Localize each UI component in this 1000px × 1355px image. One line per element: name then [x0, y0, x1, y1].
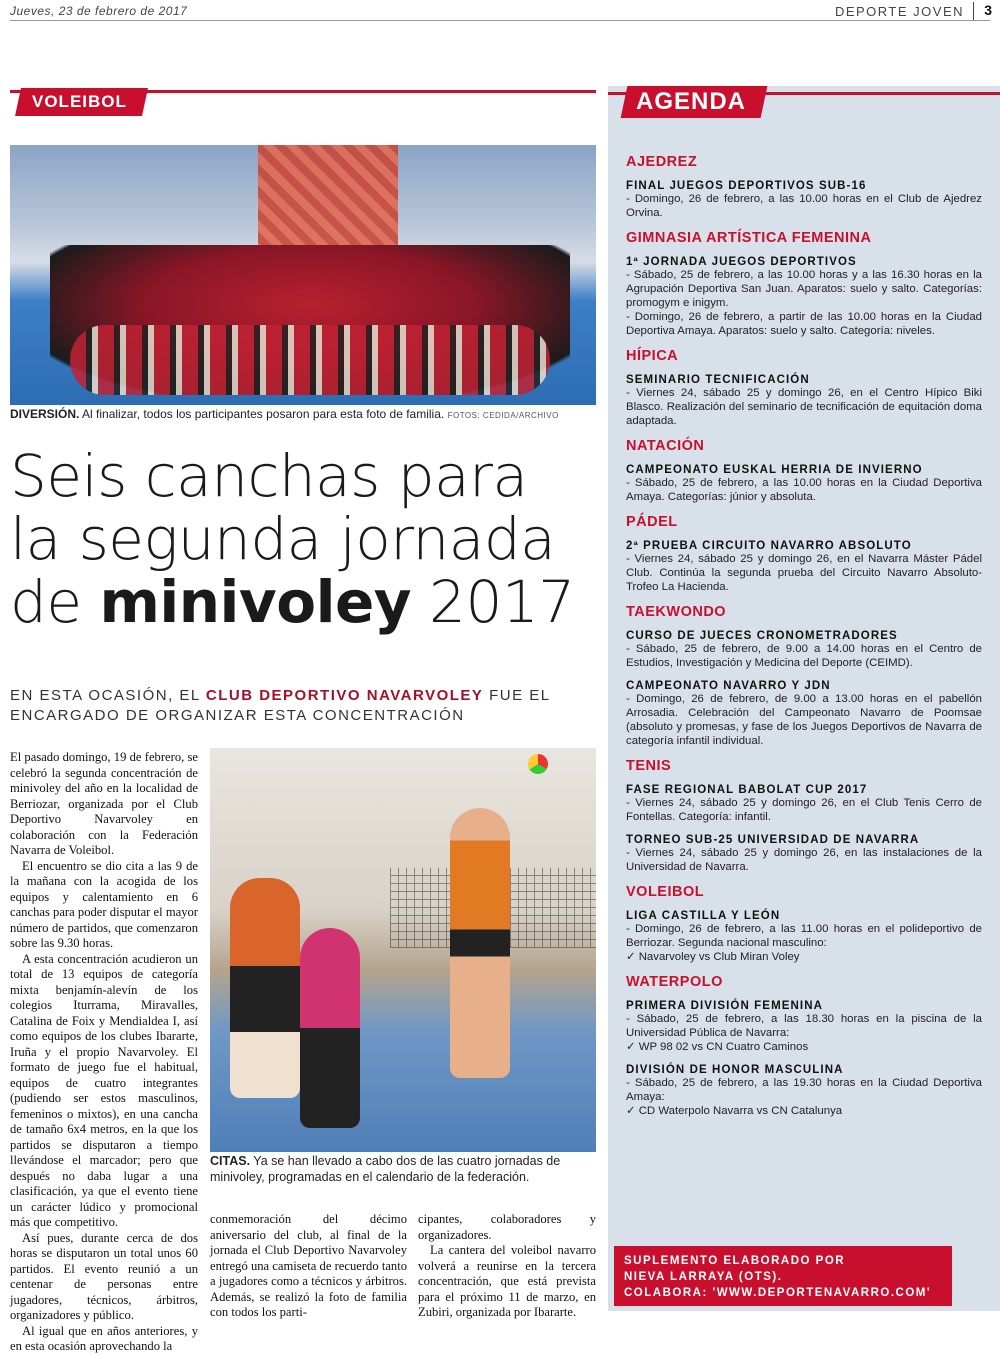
agenda-event-title: 2ª PRUEBA CIRCUITO NAVARRO ABSOLUTO: [626, 540, 912, 552]
agenda-sport-heading: HÍPICA: [626, 348, 679, 364]
paragraph: Así pues, durante cerca de dos horas se disputaron un total unos 60 partidos. El evento reunió a un centenar de personas entre jugadores, técnicos, árbitros, organizadores y público.: [10, 1230, 198, 1322]
agenda-event-title: LIGA CASTILLA Y LEÓN: [626, 910, 781, 922]
page-number: 3: [984, 2, 992, 18]
article-column-1: [10, 750, 198, 1355]
player-jumping: [450, 808, 510, 1078]
photo2-caption-lead: CITAS.: [210, 1154, 251, 1168]
agenda-event-title: CAMPEONATO EUSKAL HERRIA DE INVIERNO: [626, 464, 923, 476]
photo1-caption-text: Al finalizar, todos los participantes posaron para esta foto de familia.: [79, 407, 445, 421]
agenda-event-title: DIVISIÓN DE HONOR MASCULINA: [626, 1064, 844, 1076]
player-pink: [300, 928, 360, 1128]
player-orange: [230, 878, 300, 1098]
agenda-event-title: PRIMERA DIVISIÓN FEMENINA: [626, 1000, 824, 1012]
header-rule: [10, 20, 990, 21]
photo1-caption-lead: DIVERSIÓN.: [10, 407, 80, 421]
agenda-sport-heading: PÁDEL: [626, 514, 678, 530]
agenda-event: [626, 834, 982, 874]
agenda-list: [626, 146, 982, 1128]
agenda-event-detail: ✓ CD Waterpolo Navarra vs CN Catalunya: [626, 1105, 843, 1117]
agenda-sport-heading: TENIS: [626, 758, 672, 774]
agenda-event-detail: - Domingo, 26 de febrero, de 9.00 a 13.00 horas en el pabellón Arrosadia. Celebración del Campeonato Navarro de Poomsae (absoluto y promesas, y fase de los Juegos Deportivos de Navarra de categoría infantil individual.: [626, 693, 982, 747]
agenda-event: [626, 464, 982, 504]
agenda-event-detail: - Domingo, 26 de febrero, a las 11.00 horas en el polideportivo de Berriozar. Segunda nacional masculino:: [626, 923, 982, 949]
group-front-row: [70, 325, 550, 395]
agenda-sport-heading: AJEDREZ: [626, 154, 698, 170]
agenda-event-detail: - Viernes 24, sábado 25 y domingo 26, en el Club Tenis Cerro de Fontellas. Categoría: infantil.: [626, 797, 982, 823]
agenda-event-detail: - Viernes 24, sábado 25 y domingo 26, en el Centro Hípico Biki Blasco. Realización del seminario de tecnificación de equitación doma adaptada.: [626, 387, 982, 427]
agenda-sport-heading: TAEKWONDO: [626, 604, 727, 620]
agenda-event: [626, 784, 982, 824]
paragraph: El pasado domingo, 19 de febrero, se celebró la segunda concentración de minivoley del año en la localidad de Berriozar, organizada por el Club Deportivo Navarvoley en colaboración con la Federación Navarra de Voleibol.: [10, 750, 198, 857]
headline-line3: de minivoley 2017: [10, 568, 575, 636]
supplement-credits: [614, 1246, 952, 1306]
headline-line2: la segunda jornada: [10, 505, 556, 573]
agenda-event-title: 1ª JORNADA JUEGOS DEPORTIVOS: [626, 256, 857, 268]
article-column-3: [418, 1212, 596, 1321]
agenda-event-detail: - Viernes 24, sábado 25 y domingo 26, en el Navarra Máster Pádel Club. Continúa la segunda prueba del Circuito Navarro Absoluto-Trofeo La Hacienda.: [626, 553, 982, 593]
paragraph: A esta concentración acudieron un total de 13 equipos de categoría mixta benjamín-alevín de los colegios Iturrama, Miravalles, Catalina de Foix y Mendialdea I, así como equipos de los clubes Ibararte, Iruña y el propio Navarvoley. El formato de juego fue el habitual, equipos de cuatro integrantes (pudiendo ser estos masculinos, femeninos o mixtos), en una cancha de tamaño 6x4 metros, en la que los partidos se disputaron a tiempo llevándose el marcador; pero que después no daba lugar a una clasificación, ya que el evento tiene un carácter lúdico y promocional más que competitivo.: [10, 951, 198, 1229]
page-date: Jueves, 23 de febrero de 2017: [10, 4, 188, 18]
agenda-event: [626, 374, 982, 428]
agenda-event-title: TORNEO SUB-25 UNIVERSIDAD DE NAVARRA: [626, 834, 920, 846]
header-separator: [973, 2, 974, 20]
agenda-event-detail: - Sábado, 25 de febrero, de 9.00 a 14.00 horas en el Centro de Estudios, Investigación y Medicina del Deporte (CEIMD).: [626, 643, 982, 669]
photo2-caption-text: Ya se han llevado a cabo dos de las cuatro jornadas de minivoley, programadas en el calendario de la federación.: [210, 1154, 561, 1184]
agenda-event-title: FASE REGIONAL BABOLAT CUP 2017: [626, 784, 868, 796]
headline-line1: Seis canchas para: [10, 442, 528, 510]
paragraph: Al igual que en años anteriores, y en esta ocasión aprovechando la: [10, 1323, 198, 1353]
agenda-event: [626, 630, 982, 670]
agenda-sport-heading: WATERPOLO: [626, 974, 723, 990]
agenda-event: [626, 540, 982, 594]
agenda-event-detail: ✓ Navarvoley vs Club Miran Voley: [626, 951, 800, 963]
paragraph: El encuentro se dio cita a las 9 de la mañana con la acogida de los equipos y calentamiento en 6 canchas para poder disputar el mayor número de partidos, que comenzaron sobre las 9.30 horas.: [10, 858, 198, 950]
agenda-sport-heading: NATACIÓN: [626, 438, 705, 454]
agenda-event-title: SEMINARIO TECNIFICACIÓN: [626, 374, 810, 386]
agenda-event-detail: - Domingo, 26 de febrero, a las 10.00 horas en el Club de Ajedrez Orvina.: [626, 193, 982, 219]
paragraph: La cantera del voleibol navarro volverá a reunirse en la tercera concentración, que está prevista para el próximo 11 de marzo, en Zubiri, organizada por Ibararte.: [418, 1243, 596, 1319]
agenda-event-title: CAMPEONATO NAVARRO Y JDN: [626, 680, 831, 692]
section-tag: VOLEIBOL: [15, 88, 148, 116]
agenda-title: AGENDA: [621, 86, 768, 118]
agenda-event: [626, 680, 982, 748]
agenda-event: [626, 256, 982, 338]
volleyball: [528, 754, 548, 774]
article-deck: EN ESTA OCASIÓN, EL CLUB DEPORTIVO NAVARVOLEY FUE EL ENCARGADO DE ORGANIZAR ESTA CONCENTRACIÓN: [10, 687, 551, 724]
agenda-event-detail: - Domingo, 26 de febrero, a partir de las 10.00 horas en la Ciudad Deportiva Amaya. Aparatos: suelo y salto. Categoría: niveles.: [626, 311, 982, 337]
headline: [10, 442, 600, 636]
agenda-event-detail: - Sábado, 25 de febrero, a las 19.30 horas en la Ciudad Deportiva Amaya:: [626, 1077, 982, 1103]
credits-line: SUPLEMENTO ELABORADO POR: [624, 1255, 846, 1267]
agenda-event-detail: - Sábado, 25 de febrero, a las 10.00 horas y a las 16.30 horas en la Agrupación Deportiva San Juan. Aparatos: suelo y salto. Categorías: promogym e inigym.: [626, 269, 982, 309]
agenda-event-title: FINAL JUEGOS DEPORTIVOS SUB-16: [626, 180, 867, 192]
agenda-event: [626, 1064, 982, 1118]
agenda-event-detail: ✓ WP 98 02 vs CN Cuatro Caminos: [626, 1041, 809, 1053]
paragraph: conmemoración del décimo aniversario del club, al final de la jornada el Club Deportivo Navarvoley entregó una camiseta de recuerdo tanto a jugadores como a técnicos y árbitros. Además, se realizó la foto de familia con todos los parti-: [210, 1212, 407, 1319]
agenda-sport-heading: VOLEIBOL: [626, 884, 705, 900]
photo-credit: FOTOS: CEDIDA/ARCHIVO: [447, 411, 559, 420]
agenda-event-detail: - Sábado, 25 de febrero, a las 18.30 horas en la piscina de la Universidad Pública de Navarra:: [626, 1013, 982, 1039]
agenda-event: [626, 180, 982, 220]
photo2-caption: [210, 1154, 596, 1185]
agenda-event: [626, 1000, 982, 1054]
paragraph: cipantes, colaboradores y organizadores.: [418, 1212, 596, 1242]
article-column-2: [210, 1212, 407, 1321]
agenda-event: [626, 910, 982, 964]
credits-line: NIEVA LARRAYA (OTS).: [624, 1271, 783, 1283]
photo1-caption: [10, 406, 596, 424]
agenda-event-detail: - Viernes 24, sábado 25 y domingo 26, en las instalaciones de la Universidad de Navarra.: [626, 847, 982, 873]
section-name: DEPORTE JOVEN: [834, 4, 964, 19]
agenda-event-title: CURSO DE JUECES CRONOMETRADORES: [626, 630, 898, 642]
agenda-sport-heading: GIMNASIA ARTÍSTICA FEMENINA: [626, 230, 872, 246]
credits-line: COLABORA: 'WWW.DEPORTENAVARRO.COM': [624, 1287, 932, 1299]
agenda-event-detail: - Sábado, 25 de febrero, a las 10.00 horas en la Ciudad Deportiva Amaya. Categorías: júnior y absoluta.: [626, 477, 982, 503]
group-photo: [10, 145, 596, 405]
match-photo: [210, 748, 596, 1152]
